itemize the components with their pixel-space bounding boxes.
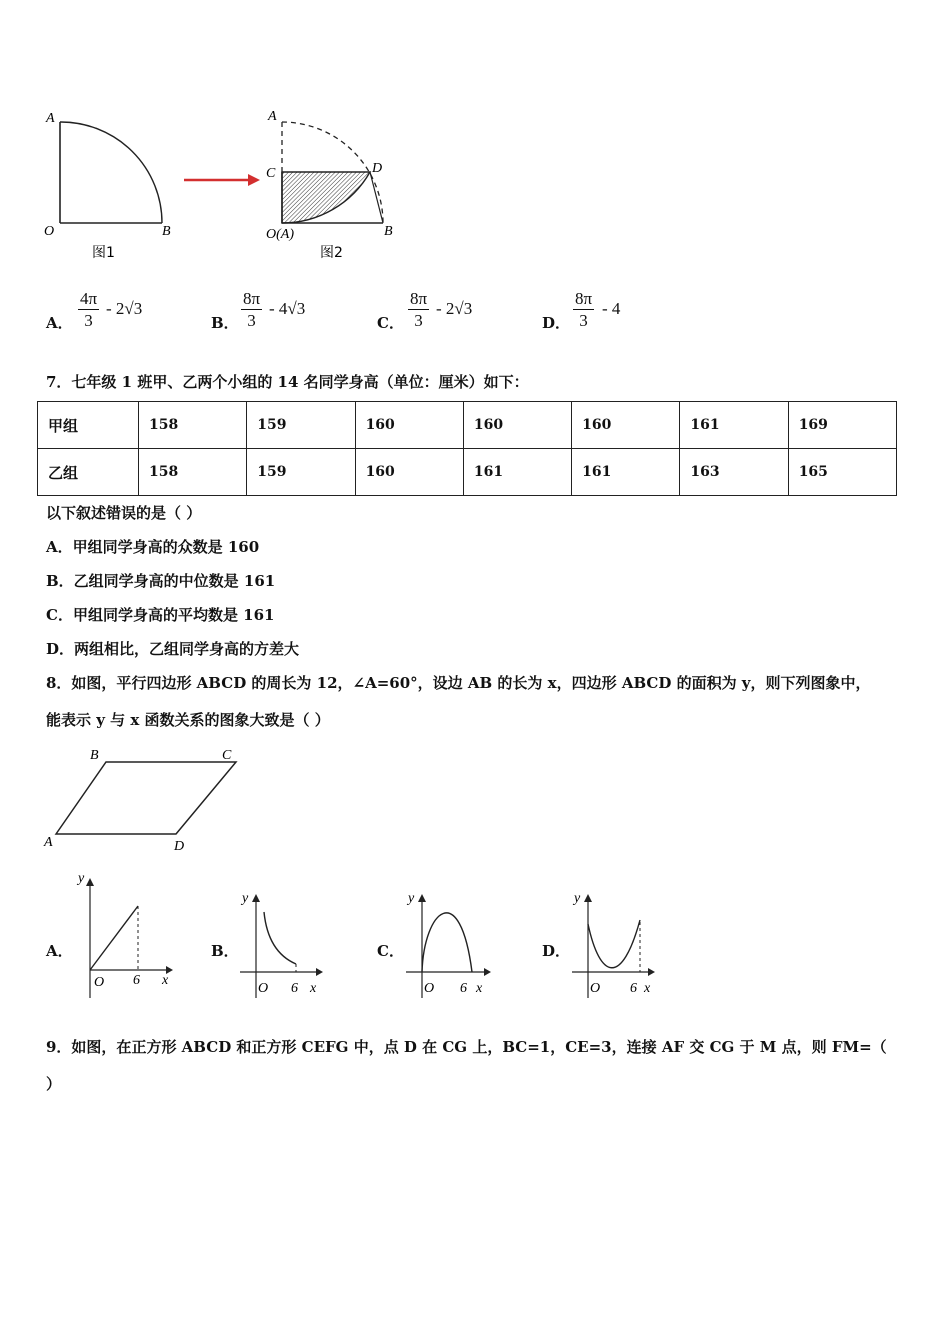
table-cell: 158 bbox=[139, 402, 247, 449]
q8-graph-a bbox=[70, 868, 174, 1000]
q6-option-d-tail: - 4 bbox=[602, 299, 621, 318]
graph-c-origin: O bbox=[424, 981, 435, 996]
graph-a-y-label: y bbox=[78, 871, 85, 886]
q6-figure2 bbox=[262, 105, 412, 265]
q6-option-a-den: 3 bbox=[84, 311, 93, 330]
fig1-caption: 图1 bbox=[92, 245, 115, 261]
fig1-label-a: A bbox=[46, 111, 55, 126]
q6-option-b-letter: B． bbox=[211, 314, 239, 332]
q7-prompt: 以下叙述错误的是（ ） bbox=[46, 504, 202, 522]
q6-option-d-letter: D． bbox=[542, 314, 571, 332]
q8-stem-line1: 8．如图，平行四边形 ABCD 的周长为 12，∠A=60°，设边 AB 的长为 x，四边形 ABCD 的面积为 y，则下列图象中， bbox=[46, 674, 871, 692]
parallelogram-label-a: A bbox=[44, 835, 53, 850]
q6-option-b-num: 8π bbox=[243, 289, 261, 308]
table-cell: 160 bbox=[355, 449, 463, 496]
q8-graph-d bbox=[568, 890, 658, 1002]
q6-option-b-fraction bbox=[241, 289, 262, 332]
q8-option-a-letter: A． bbox=[46, 942, 73, 960]
q6-option-d-den: 3 bbox=[579, 311, 588, 330]
q6-option-c-num: 8π bbox=[410, 289, 428, 308]
q7-stem: 7．七年级 1 班甲、乙两个小组的 14 名同学身高（单位：厘米）如下： bbox=[46, 373, 529, 391]
q6-option-c-fraction bbox=[408, 289, 429, 332]
q6-option-c-tail: - 2√3 bbox=[436, 299, 473, 318]
graph-c-y-label: y bbox=[408, 891, 415, 906]
table-cell: 161 bbox=[463, 449, 571, 496]
q6-option-c-den: 3 bbox=[414, 311, 423, 330]
fig2-label-b: B bbox=[384, 224, 393, 239]
q7-option-a: A．甲组同学身高的众数是 160 bbox=[46, 538, 260, 556]
fig2-label-o: O(A) bbox=[266, 227, 294, 242]
q8-option-d-letter: D． bbox=[542, 942, 571, 960]
q7-option-b: B．乙组同学身高的中位数是 161 bbox=[46, 572, 276, 590]
q6-option-a-num: 4π bbox=[80, 289, 98, 308]
q6-option-d-fraction bbox=[573, 289, 594, 332]
graph-d-x-label: x bbox=[644, 981, 651, 996]
q6-figure1 bbox=[40, 105, 180, 265]
table-cell: 159 bbox=[247, 402, 355, 449]
q7-option-d: D．两组相比，乙组同学身高的方差大 bbox=[46, 640, 300, 658]
q6-option-a-fraction bbox=[78, 289, 99, 332]
q6-option-c-letter: C． bbox=[377, 314, 404, 332]
graph-b-y-label: y bbox=[242, 891, 249, 906]
graph-d-tick: 6 bbox=[630, 981, 637, 996]
table-cell: 159 bbox=[247, 449, 355, 496]
q8-option-b-letter: B． bbox=[211, 942, 239, 960]
graph-d-y-label: y bbox=[574, 891, 581, 906]
graph-a-x-label: x bbox=[162, 973, 169, 988]
table-cell: 160 bbox=[355, 402, 463, 449]
table-cell: 161 bbox=[572, 449, 680, 496]
table-cell: 169 bbox=[788, 402, 896, 449]
parallelogram-label-c: C bbox=[222, 748, 232, 763]
q8-stem-line2: 能表示 y 与 x 函数关系的图象大致是（ ） bbox=[46, 711, 330, 729]
q6-option-b-tail: - 4√3 bbox=[269, 299, 306, 318]
q6-option-a-letter: A． bbox=[46, 314, 73, 332]
table-cell: 165 bbox=[788, 449, 896, 496]
fig2-label-d: D bbox=[372, 161, 383, 176]
table-cell: 161 bbox=[680, 402, 788, 449]
table-row bbox=[38, 402, 897, 449]
table-cell: 160 bbox=[463, 402, 571, 449]
q8-option-c-letter: C． bbox=[377, 942, 404, 960]
graph-a-tick: 6 bbox=[133, 973, 140, 988]
q8-parallelogram-figure bbox=[42, 742, 242, 856]
q8-graph-c bbox=[402, 890, 492, 1002]
fig2-label-c: C bbox=[266, 166, 276, 181]
fig2-label-a: A bbox=[268, 109, 277, 124]
fig1-label-b: B bbox=[162, 224, 171, 239]
parallelogram-label-b: B bbox=[90, 748, 99, 763]
graph-c-tick: 6 bbox=[460, 981, 467, 996]
fig1-label-o: O bbox=[44, 224, 55, 239]
graph-b-origin: O bbox=[258, 981, 269, 996]
q9-stem-line2: ） bbox=[46, 1075, 62, 1093]
q7-option-c: C．甲组同学身高的平均数是 161 bbox=[46, 606, 275, 624]
q6-arrow bbox=[182, 170, 262, 190]
q6-option-b-den: 3 bbox=[247, 311, 256, 330]
q6-option-d-num: 8π bbox=[575, 289, 593, 308]
table-cell: 160 bbox=[572, 402, 680, 449]
table-cell: 158 bbox=[139, 449, 247, 496]
graph-c-x-label: x bbox=[476, 981, 483, 996]
table-cell: 163 bbox=[680, 449, 788, 496]
q9-stem-line1: 9．如图，在正方形 ABCD 和正方形 CEFG 中，点 D 在 CG 上，BC=1，CE=3，连接 AF 交 CG 于 M 点，则 FM=（ bbox=[46, 1038, 887, 1056]
graph-b-tick: 6 bbox=[291, 981, 298, 996]
graph-b-x-label: x bbox=[310, 981, 317, 996]
graph-d-origin: O bbox=[590, 981, 601, 996]
q8-graph-b bbox=[236, 890, 326, 1002]
q7-heights-table bbox=[37, 401, 897, 496]
q6-option-a-tail: - 2√3 bbox=[106, 299, 143, 318]
table-row bbox=[38, 449, 897, 496]
parallelogram-label-d: D bbox=[174, 839, 185, 854]
q7-row1-group: 甲组 bbox=[38, 402, 139, 449]
graph-a-origin: O bbox=[94, 975, 105, 990]
q7-row2-group: 乙组 bbox=[38, 449, 139, 496]
fig2-caption: 图2 bbox=[320, 245, 343, 261]
